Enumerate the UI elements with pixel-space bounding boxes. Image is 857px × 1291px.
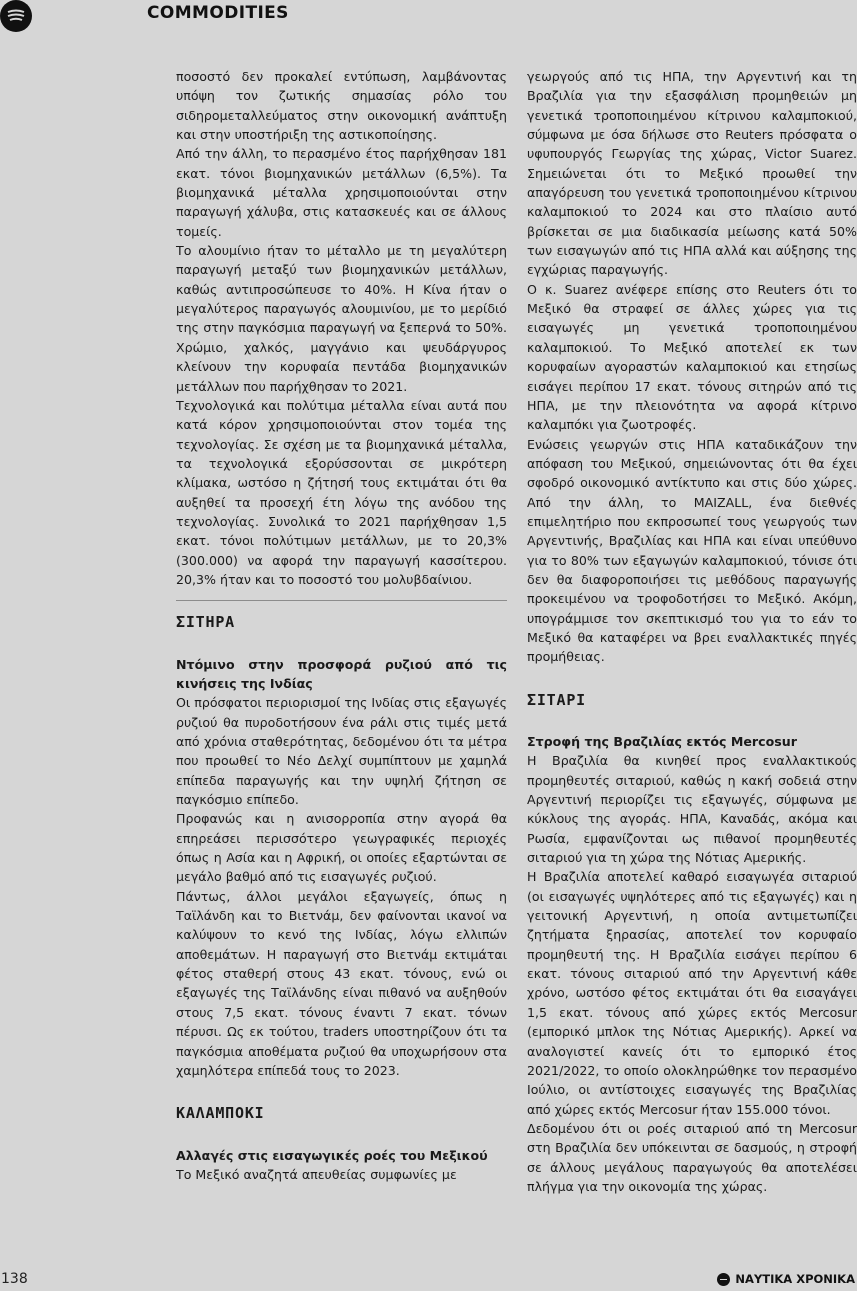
- section-heading-sitira: ΣΙΤΗΡΑ: [176, 613, 235, 632]
- section-label: COMMODITIES: [147, 3, 289, 23]
- paragraph: Το Μεξικό αναζητά απευθείας συμφωνίες με: [176, 1166, 457, 1182]
- page-number: 138: [1, 1271, 28, 1287]
- paragraph: Προφανώς και η ανισορροπία στην αγορά θα επηρεάσει περισσότερο γεωγραφικές περιοχές όπως η Ασία και η Αφρική, οι οποίες εξαρτώνται σε μεγάλο βαθμό από τις εισαγωγές ρυζιού.: [176, 811, 507, 885]
- paragraph: Οι πρόσφατοι περιορισμοί της Ινδίας στις εξαγωγές ρυζιού θα πυροδοτήσουν ένα ράλι στις τιμές μετά από χρόνια σταθερότητας, δεδομένου ότι τα μέτρα που προωθεί το Νέο Δελχί συμπίπτουν με χαμηλά επίπεδα παραγωγής και την υψηλή ζήτηση σε παγκόσμιο επίπεδο.: [176, 695, 507, 808]
- paragraph: Το αλουμίνιο ήταν το μέταλλο με τη μεγαλύτερη παραγωγή μεταξύ των βιομηχανικών μετάλλων, καθώς αντιπροσώπευσε το 40%. Η Κίνα ήταν ο μεγαλύτερος παραγωγός αλουμινίου, με το μερίδιό της στην παγκόσμια παραγωγή να ξεπερνά το 50%. Χρώμιο, χαλκός, μαγγάνιο και ψευδάργυρος κλείνουν την κορυφαία πεντάδα βιομηχανικών μετάλλων που παρήχθησαν το 2021.: [176, 243, 507, 394]
- paragraph: Τεχνολογικά και πολύτιμα μέταλλα είναι αυτά που κατά κόρον χρησιμοποιούνται στον τομέα της τεχνολογίας. Σε σχέση με τα βιομηχανικά μέταλλα, τα τεχνολογικά εξορύσσονται σε μικρότερη κλίμακα, ωστόσο η ζήτησή τους εκτιμάται ότι θα αυξηθεί τα προσεχή έτη λόγω της ανόδου της τεχνολογίας. Συνολικά το 2021 παρήχθησαν 1,5 εκατ. τόνοι πολύτιμων μετάλλων, με το 20,3% (300.000) να αφορά την παραγωγή κασσίτερου. 20,3% ήταν και το ποσοστό του μολυβδαίνιου.: [176, 397, 507, 587]
- paragraph: Ο κ. Suarez ανέφερε επίσης στο Reuters ότι το Μεξικό θα στραφεί σε άλλες χώρες για τις εισαγωγές μη γενετικά τροποποιημένου καλαμποκιού. Το Μεξικό αποτελεί εκ των κορυφαίων αγοραστών καλαμποκιού και ετησίως εισάγει περίπου 17 εκατ. τόνους σιτηρών από τις ΗΠΑ, με την πλειονότητα να αφορά κίτρινο καλαμπόκι για ζωοτροφές.: [527, 281, 857, 433]
- paragraph: Δεδομένου ότι οι ροές σιταριού από τη Mercosur στη Βραζιλία δεν υπόκεινται σε δασμούς, η στροφή σε άλλους μεγάλους παραγωγούς θα αποτελέσει πλήγμα για την οικονομία της χώρας.: [527, 1120, 857, 1194]
- paragraph: Η Βραζιλία θα κινηθεί προς εναλλακτικούς προμηθευτές σιταριού, καθώς η κακή σοδειά στην Αργεντινή περιορίζει τις εξαγωγές, σύμφωνα με κύκλους της αγοράς. ΗΠΑ, Καναδάς, ακόμα και Ρωσία, εμφανίζονται ως πιθανοί προμηθευτές σιταριού για τη χώρα της Νότιας Αμερικής.: [527, 753, 857, 866]
- article-subheading: Αλλαγές στις εισαγωγικές ροές του Μεξικού: [176, 1147, 488, 1163]
- section-heading-kalampoki: ΚΑΛΑΜΠΟΚΙ: [176, 1104, 265, 1123]
- section-heading-sitari: ΣΙΤΑΡΙ: [527, 690, 586, 709]
- paragraph: γεωργούς από τις ΗΠΑ, την Αργεντινή και τη Βραζιλία για την εξασφάλιση προμηθειών μη γενετικά τροποποιημένου κίτρινου καλαμποκιού, σύμφωνα με όσα δήλωσε στο Reuters πρόσφατα ο υφυπουργός Γεωργίας της χώρας, Victor Suarez. Σημειώνεται ότι το Μεξικό προωθεί την απαγόρευση του γενετικά τροποποιημένου κίτρινου καλαμποκιού το 2024 και στο πλαίσιο αυτό βρίσκεται σε μια διαδικασία μείωσης κατά 50% των εισαγωγών από τις ΗΠΑ αλλά και αύξησης της εγχώριας παραγωγής.: [527, 69, 857, 278]
- footer-brand: [717, 1272, 855, 1286]
- paragraph: Η Βραζιλία αποτελεί καθαρό εισαγωγέα σιταριού (οι εισαγωγές υψηλότερες από τις εξαγωγές) και η γειτονική Αργεντινή, η οποία αντιμετωπίζει ζητήματα ξηρασίας, αποτελεί τον κορυφαίο προμηθευτή της. Η Βραζιλία εισάγει περίπου 6 εκατ. τόνους σιταριού από την Αργεντινή κάθε χρόνο, ωστόσο φέτος εκτιμάται ότι θα εισαγάγει 1,5 εκατ. τόνους από χώρες εκτός Mercosur (εμπορικό μπλοκ της Νότιας Αμερικής). Αρκεί να αναλογιστεί κανείς ότι το εμπορικό έτος 2021/2022, το οποίο ολοκληρώθηκε τον περασμένο Ιούλιο, οι αντίστοιχες εισαγωγές της Βραζιλίας από χώρες εκτός Mercosur ήταν 155.000 τόνοι.: [527, 869, 857, 1117]
- brand-logo-icon: [717, 1273, 730, 1286]
- paragraph: Από την άλλη, το περασμένο έτος παρήχθησαν 181 εκατ. τόνοι βιομηχανικών μετάλλων (6,5%). Τα βιομηχανικά μέταλλα χρησιμοποιούνται στην παραγωγή χάλυβα, στις κατασκευές και σε άλλους τομείς.: [176, 146, 507, 239]
- article-subheading: Ντόμινο στην προσφορά ρυζιού από τις κινήσεις της Ινδίας: [176, 656, 507, 691]
- paragraph: Ενώσεις γεωργών στις ΗΠΑ καταδικάζουν την απόφαση του Μεξικού, σημειώνοντας ότι θα έχει σφοδρό οικονομικό αντίκτυπο και στις δύο χώρες. Από την άλλη, το MAIZALL, ένα διεθνές επιμελητήριο που εκπροσωπεί τους γεωργούς των Αργεντινής, Βραζιλίας και ΗΠΑ και είναι υπεύθυνο για το 80% των εξαγωγών καλαμποκιού, τόνισε ότι δεν θα διαφοροποιήσει τις μεθόδους παραγωγής προκειμένου να τροφοδοτήσει το Μεξικό. Ακόμη, υπογράμμισε τον σκεπτικισμό του για το εάν το Μεξικό θα καταφέρει να βρει εναλλακτικές πηγές προμήθειας.: [527, 436, 857, 665]
- section-divider: [176, 600, 507, 601]
- paragraph: ποσοστό δεν προκαλεί εντύπωση, λαμβάνοντας υπόψη τον ζωτικής σημασίας ρόλο του σιδηρομεταλλεύματος στην οικονομική ανάπτυξη και στην υποστήριξη της αστικοποίησης.: [176, 69, 507, 143]
- brand-name: ΝΑΥΤΙΚΑ ΧΡΟΝΙΚΑ: [735, 1272, 855, 1286]
- publication-logo-icon: [0, 0, 32, 32]
- paragraph: Πάντως, άλλοι μεγάλοι εξαγωγείς, όπως η Ταϊλάνδη και το Βιετνάμ, δεν φαίνονται ικανοί να καλύψουν το κενό της Ινδίας, λόγω ελλιπών αποθεμάτων. Η παραγωγή στο Βιετνάμ εκτιμάται φέτος σταθερή στους 43 εκατ. τόνους, ενώ οι εξαγωγές της Ταϊλάνδης είναι πιθανό να αυξηθούν στους 7,5 εκατ. τόνους έναντι 7 εκατ. τόνων πέρυσι. Ως εκ τούτου, traders υποστηρίζουν ότι τα παγκόσμια αποθέματα ρυζιού θα υποχωρήσουν στα χαμηλότερα επίπεδά τους το 2023.: [176, 888, 507, 1078]
- left-column: [176, 67, 507, 1184]
- article-subheading: Στροφή της Βραζιλίας εκτός Mercosur: [527, 734, 797, 749]
- right-column: [527, 67, 857, 1196]
